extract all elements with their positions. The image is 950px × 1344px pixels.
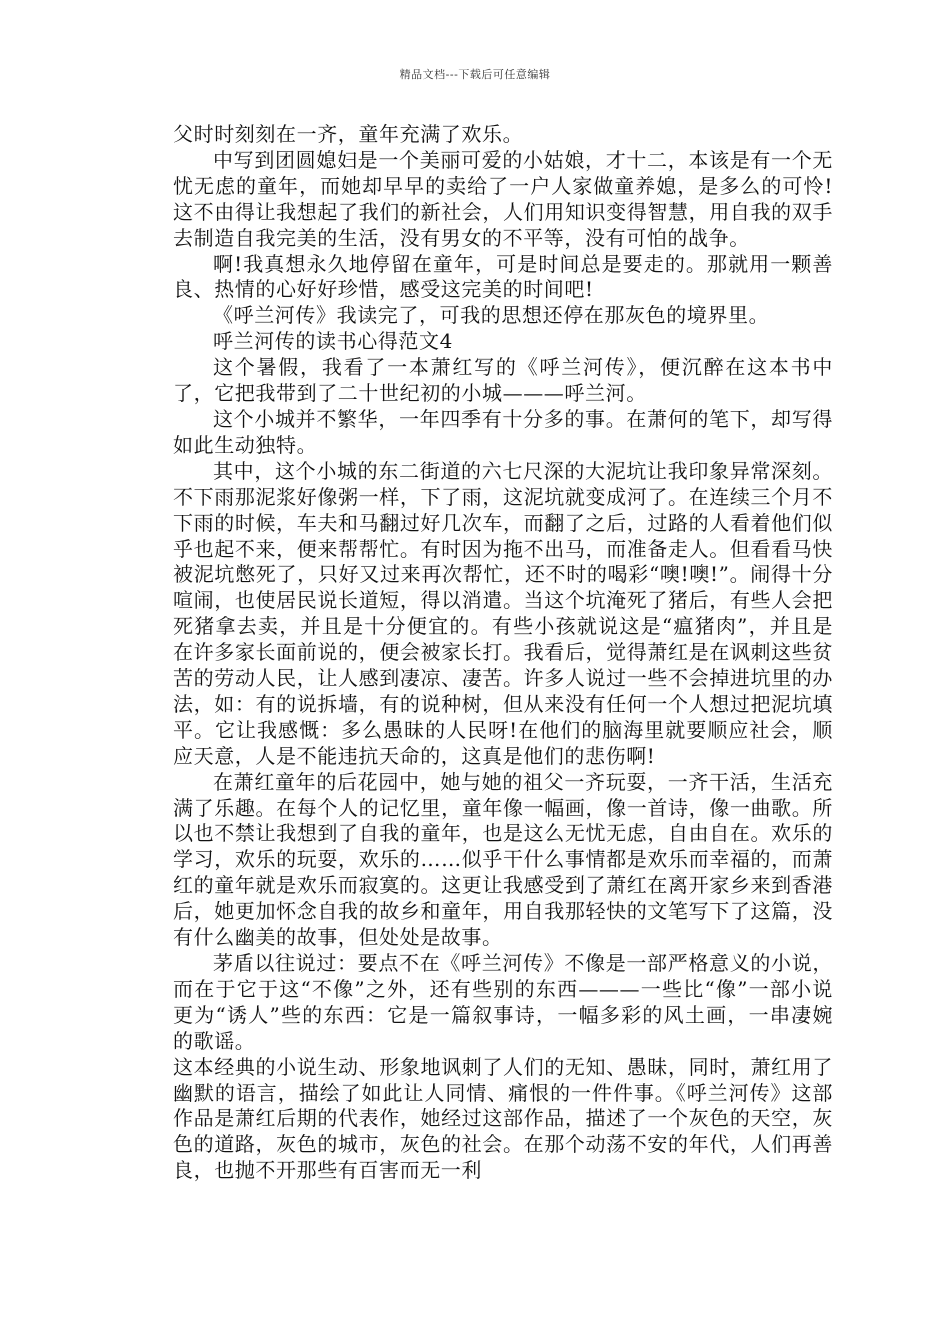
paragraph: 茅盾以往说过：要点不在《呼兰河传》不像是一部严格意义的小说，而在于它于这“不像”之外，还有些别的东西———一些比“像”一部小说更为“诱人”些的东西：它是一篇叙事诗，一幅多彩的风土画，一串凄婉的歌谣。 [173,951,833,1053]
paragraph: 在萧红童年的后花园中，她与她的祖父一齐玩耍，一齐干活，生活充满了乐趣。在每个人的记忆里，童年像一幅画，像一首诗，像一曲歌。所以也不禁让我想到了自我的童年，也是这么无忧无虑，自由自在。欢乐的学习，欢乐的玩耍，欢乐的……似乎干什么事情都是欢乐而幸福的，而萧红的童年就是欢乐而寂寞的。这更让我感受到了萧红在离开家乡来到香港后，她更加怀念自我的故乡和童年，用自我那轻快的文笔写下了这篇，没有什么幽美的故事，但处处是故事。 [173,769,833,950]
paragraph: 父时时刻刻在一齐，童年充满了欢乐。 [173,122,524,146]
paragraph: 其中，这个小城的东二街道的六七尺深的大泥坑让我印象异常深刻。不下雨那泥浆好像粥一样，下了雨，这泥坑就变成河了。在连续三个月不下雨的时候，车夫和马翻过好几次车，而翻了之后，过路的人看着他们似乎也起不来，便来帮帮忙。有时因为拖不出马，而准备走人。但看看马快被泥坑憋死了，只好又过来再次帮忙，还不时的喝彩“噢!噢!”。闹得十分喧闹，也使居民说长道短，得以消遣。当这个坑淹死了猪后，有些人会把死猪拿去卖，并且是十分便宜的。有些小孩就说这是“瘟猪肉”，并且是在许多家长面前说的，便会被家长打。我看后，觉得萧红是在讽刺这些贫苦的劳动人民，让人感到凄凉、凄苦。许多人说过一些不会掉进坑里的办法，如：有的说拆墙，有的说种树，但从来没有任何一个人想过把泥坑填平。它让我感慨：多么愚昧的人民呀!在他们的脑海里就要顺应社会，顺应天意，人是不能违抗天命的，这真是他们的悲伤啊! [173,458,833,768]
paragraph: 这个暑假，我看了一本萧红写的《呼兰河传》，便沉醉在这本书中了，它把我带到了二十世纪初的小城———呼兰河。 [173,355,833,406]
paragraph: 中写到团圆媳妇是一个美丽可爱的小姑娘，才十二，本该是有一个无忧无虑的童年，而她却早早的卖给了一户人家做童养媳，是多么的可怜!这不由得让我想起了我们的新社会，人们用知识变得智慧，用自我的双手去制造自我完美的生活，没有男女的不平等，没有可怕的战争。 [173,147,833,250]
paragraph: 这本经典的小说生动、形象地讽刺了人们的无知、愚昧，同时，萧红用了幽默的语言，描绘了如此让人同情、痛恨的一件件事。《呼兰河传》这部作品是萧红后期的代表作，她经过这部作品，描述了一个灰色的天空，灰色的道路，灰色的城市，灰色的社会。在那个动荡不安的年代，人们再善良，也抛不开那些有百害而无一利 [173,1054,833,1183]
paragraph: 呼兰河传的读书心得范文4 [213,329,453,354]
document-body [173,122,833,1184]
paragraph: 啊!我真想永久地停留在童年，可是时间总是要走的。那就用一颗善良、热情的心好好珍惜，感受这完美的时间吧! [173,251,833,302]
paragraph: 这个小城并不繁华，一年四季有十分多的事。在萧何的笔下，却写得如此生动独特。 [173,406,833,457]
paragraph: 《呼兰河传》我读完了，可我的思想还停在那灰色的境界里。 [213,303,770,328]
page-header: 精品文档---下载后可任意编辑 [399,68,551,81]
